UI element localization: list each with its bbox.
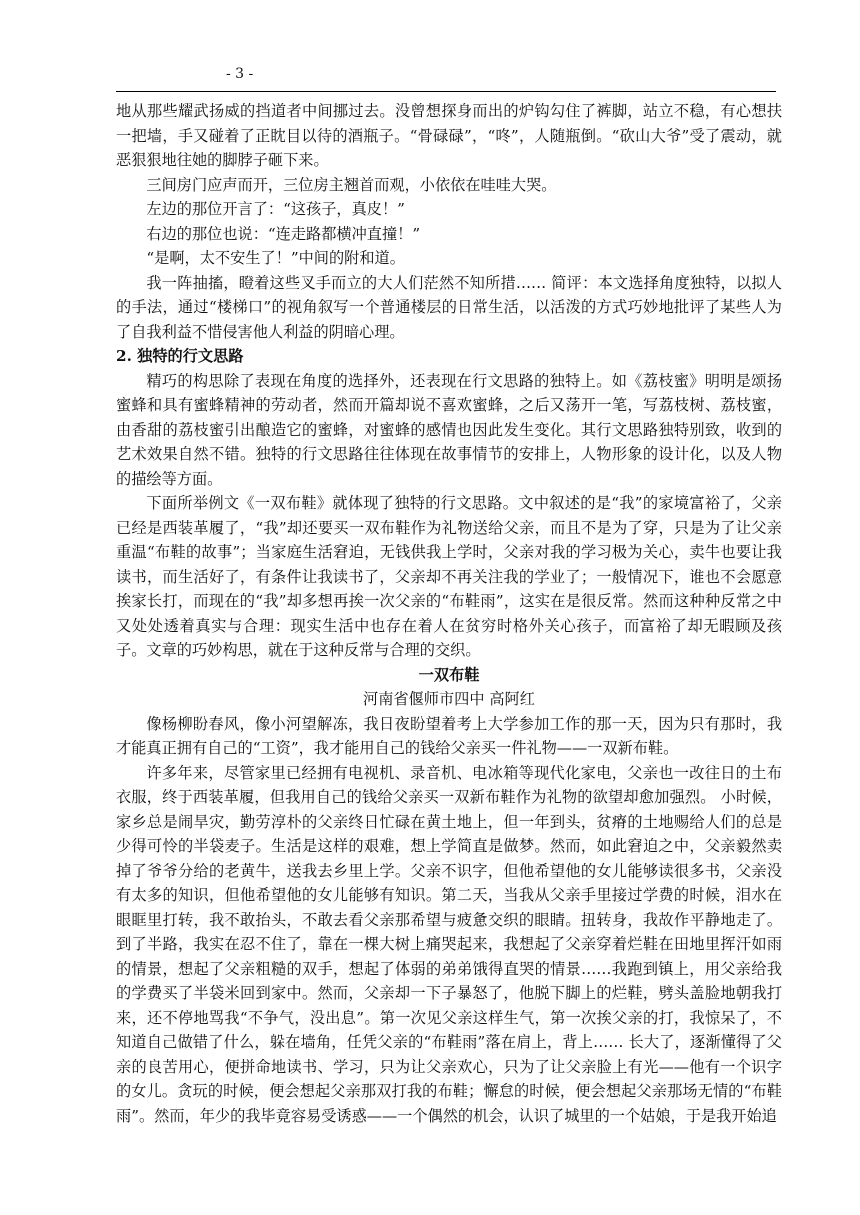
paragraph: “是啊，太不安生了！”中间的附和道。 [146, 249, 405, 267]
document-body [116, 99, 782, 1128]
header-divider [116, 91, 776, 92]
section-heading: 2. 独特的行文思路 [116, 347, 244, 365]
paragraph: 三间房门应声而开，三位房主翘首而观，小依依在哇哇大哭。 [146, 175, 557, 194]
paragraph: 像杨柳盼春风，像小河望解冻，我日夜盼望着考上大学参加工作的那一天，因为只有那时，我才能真正拥有自己的“工资”，我才能用自己的钱给父亲买一件礼物——一双新布鞋。 [116, 714, 782, 757]
paragraph: 左边的那位开言了：“这孩子，真皮！” [146, 200, 405, 218]
paragraph: 我一阵抽搐，瞪着这些叉手而立的大人们茫然不知所措…… 简评：本文选择角度独特，以拟人的手法，通过“楼梯口”的视角叙写一个普通楼层的日常生活，以活泼的方式巧妙地批评了某些人为了自我利益不惜侵害他人利益的阴暗心理。 [116, 273, 782, 341]
paragraph: 右边的那位也说：“连走路都横冲直撞！” [146, 224, 421, 243]
essay-author: 河南省偃师市四中 高阿红 [363, 690, 535, 708]
paragraph: 许多年来，尽管家里已经拥有电视机、录音机、电冰箱等现代化家电，父亲也一改往日的土布衣服，终于西装革履，但我用自己的钱给父亲买一双新布鞋作为礼物的欲望却愈加强烈。 小时候，家乡总是闹旱灾，勤劳淳朴的父亲终日忙碌在黄土地上，但一年到头，贫瘠的土地赐给人们的总是少得可怜的半袋麦子。生活是这样的艰难，想上学简直是做梦。然而，如此窘迫之中，父亲毅然卖掉了爷爷分给的老黄牛，送我去乡里上学。父亲不识字，但他希望他的女儿能够读很多书，父亲没有太多的知识，但他希望他的女儿能够有知识。第二天，当我从父亲手里接过学费的时候，泪水在眼眶里打转，我不敢抬头，不敢去看父亲那希望与疲惫交织的眼睛。扭转身，我故作平静地走了。到了半路，我实在忍不住了，靠在一棵大树上痛哭起来，我想起了父亲穿着烂鞋在田地里挥汗如雨的情景，想起了父亲粗糙的双手，想起了体弱的弟弟饿得直哭的情景……我跑到镇上，用父亲给我的学费买了半袋米回到家中。然而，父亲却一下子暴怒了，他脱下脚上的烂鞋，劈头盖脸地朝我打来，还不停地骂我“不争气，没出息”。第一次见父亲这样生气，第一次挨父亲的打，我惊呆了，不知道自己做错了什么，躲在墙角，任凭父亲的“布鞋雨”落在肩上，背上…… 长大了，逐渐懂得了父亲的良苦用心，便拼命地读书、学习，只为让父亲欢心，只为了让父亲脸上有光——他有一个识字的女儿。贪玩的时候，便会想起父亲那双打我的布鞋；懈怠的时候，便会想起父亲那场无情的“布鞋雨”。然而，年少的我毕竟容易受诱惑——一个偶然的机会，认识了城里的一个姑娘，于是我开始追 [116, 763, 782, 1125]
essay-title: 一双布鞋 [418, 665, 480, 684]
paragraph: 精巧的构思除了表现在角度的选择外，还表现在行文思路的独特上。如《荔枝蜜》明明是颂扬蜜蜂和具有蜜蜂精神的劳动者，然而开篇却说不喜欢蜜蜂，之后又荡开一笔，写荔枝树、荔枝蜜，由香甜的荔枝蜜引出酿造它的蜜蜂，对蜜蜂的感情也因此发生变化。其行文思路独特别致，收到的艺术效果自然不错。独特的行文思路往往体现在故事情节的安排上，人物形象的设计化，以及人物的描绘等方面。 [116, 371, 782, 488]
paragraph: 下面所举例文《一双布鞋》就体现了独特的行文思路。文中叙述的是“我”的家境富裕了，父亲已经是西装革履了，“我”却还要买一双布鞋作为礼物送给父亲，而且不是为了穿，只是为了让父亲重温“布鞋的故事”；当家庭生活窘迫，无钱供我上学时，父亲对我的学习极为关心，卖牛也要让我读书，而生活好了，有条件让我读书了，父亲却不再关注我的学业了；一般情况下，谁也不会愿意挨家长打，而现在的“我”却多想再挨一次父亲的“布鞋雨”，这实在是很反常。然而这种种反常之中又处处透着真实与合理：现实生活中也存在着人在贫穷时格外关心孩子，而富裕了却无暇顾及孩子。文章的巧妙构思，就在于这种反常与合理的交织。 [116, 494, 782, 659]
page-number: - 3 - [226, 66, 254, 82]
paragraph: 地从那些耀武扬威的挡道者中间挪过去。没曾想探身而出的炉钩勾住了裤脚，站立不稳，有心想扶一把墙，手又碰着了正眈目以待的酒瓶子。“骨碌碌”，“咚”，人随瓶倒。“砍山大爷”受了震动，就恶狠狠地往她的脚脖子砸下来。 [116, 102, 782, 169]
